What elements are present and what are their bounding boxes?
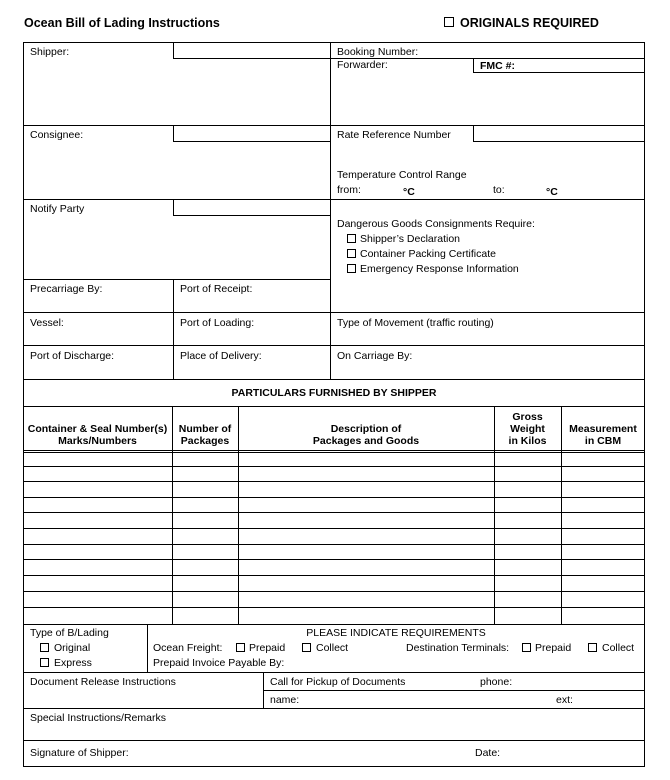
place-of-delivery-label: Place of Delivery: <box>180 350 262 362</box>
divider <box>23 512 645 513</box>
notify-party-field[interactable] <box>173 199 331 216</box>
shippers-declaration-label: Shipper’s Declaration <box>360 233 461 245</box>
signature-label: Signature of Shipper: <box>30 747 129 759</box>
divider <box>23 199 645 200</box>
ocean-freight-collect-checkbox[interactable] <box>302 643 311 652</box>
date-label: Date: <box>475 747 501 759</box>
please-indicate-title: PLEASE INDICATE REQUIREMENTS <box>306 627 486 639</box>
temp-from-label: from: <box>337 184 361 196</box>
ocean-freight-prepaid-label: Prepaid <box>249 642 286 654</box>
divider <box>23 406 645 407</box>
col-header-container-seal: Container & Seal Number(s) Marks/Numbers <box>27 423 168 447</box>
divider <box>263 690 645 691</box>
divider <box>23 481 645 482</box>
divider <box>23 528 645 529</box>
temperature-control-label: Temperature Control Range <box>337 169 467 181</box>
divider <box>23 466 645 467</box>
shipper-label: Shipper: <box>30 46 70 58</box>
temp-to-unit: °C <box>546 186 558 198</box>
divider <box>23 591 645 592</box>
divider <box>23 672 645 673</box>
destination-prepaid-checkbox[interactable] <box>522 643 531 652</box>
fmc-label: FMC #: <box>480 60 515 72</box>
rate-reference-field[interactable] <box>473 125 645 142</box>
notify-party-label: Notify Party <box>30 203 85 215</box>
divider <box>23 544 645 545</box>
ocean-freight-collect-label: Collect <box>316 642 349 654</box>
dangerous-goods-label: Dangerous Goods Consignments Require: <box>337 218 535 230</box>
destination-terminals-label: Destination Terminals: <box>406 642 510 654</box>
ext-label: ext: <box>556 694 573 706</box>
originals-required-checkbox[interactable] <box>444 17 454 27</box>
call-for-pickup-label: Call for Pickup of Documents <box>270 676 406 688</box>
rate-reference-label: Rate Reference Number <box>337 129 451 141</box>
booking-number-label: Booking Number: <box>337 46 419 58</box>
type-of-movement-label: Type of Movement (traffic routing) <box>337 317 494 329</box>
divider <box>23 575 645 576</box>
shippers-declaration-checkbox[interactable] <box>347 234 356 243</box>
container-packing-label: Container Packing Certificate <box>360 248 496 260</box>
col-header-description: Description of Packages and Goods <box>312 423 420 447</box>
divider <box>23 740 645 741</box>
ocean-freight-prepaid-checkbox[interactable] <box>236 643 245 652</box>
on-carriage-label: On Carriage By: <box>337 350 413 362</box>
name-label: name: <box>270 694 300 706</box>
divider <box>173 279 174 379</box>
forwarder-label: Forwarder: <box>337 59 388 71</box>
originals-required-label: ORIGINALS REQUIRED <box>460 16 599 30</box>
shipper-field[interactable] <box>173 42 331 59</box>
consignee-label: Consignee: <box>30 129 84 141</box>
vessel-label: Vessel: <box>30 317 64 329</box>
type-of-bl-label: Type of B/Lading <box>30 627 109 639</box>
consignee-field[interactable] <box>173 125 331 142</box>
divider <box>23 607 645 608</box>
emergency-response-checkbox[interactable] <box>347 264 356 273</box>
col-header-packages: Number of Packages <box>178 423 232 447</box>
divider <box>23 345 645 346</box>
destination-prepaid-label: Prepaid <box>535 642 572 654</box>
divider <box>23 559 645 560</box>
destination-collect-checkbox[interactable] <box>588 643 597 652</box>
document-release-label: Document Release Instructions <box>30 676 176 688</box>
emergency-response-label: Emergency Response Information <box>360 263 519 275</box>
original-checkbox[interactable] <box>40 643 49 652</box>
col-header-gross-weight: Gross Weight in Kilos <box>508 411 547 447</box>
port-of-loading-label: Port of Loading: <box>180 317 255 329</box>
ocean-freight-label: Ocean Freight: <box>153 642 223 654</box>
phone-label: phone: <box>480 676 513 688</box>
divider <box>23 624 645 625</box>
divider <box>23 708 645 709</box>
temp-from-unit: °C <box>403 186 415 198</box>
page-title: Ocean Bill of Lading Instructions <box>24 16 220 30</box>
precarriage-label: Precarriage By: <box>30 283 103 295</box>
divider <box>23 379 645 380</box>
divider <box>23 450 645 451</box>
express-checkbox[interactable] <box>40 658 49 667</box>
special-instructions-label: Special Instructions/Remarks <box>30 712 166 724</box>
col-header-measurement: Measurement in CBM <box>569 423 637 447</box>
divider <box>23 312 645 313</box>
express-label: Express <box>54 657 92 669</box>
container-packing-checkbox[interactable] <box>347 249 356 258</box>
port-of-discharge-label: Port of Discharge: <box>30 350 115 362</box>
original-label: Original <box>54 642 91 654</box>
temp-to-label: to: <box>493 184 505 196</box>
prepaid-invoice-label: Prepaid Invoice Payable By: <box>153 657 285 669</box>
particulars-title: PARTICULARS FURNISHED BY SHIPPER <box>231 387 437 399</box>
divider <box>23 452 645 453</box>
divider <box>23 497 645 498</box>
port-of-receipt-label: Port of Receipt: <box>180 283 253 295</box>
form-frame <box>23 42 645 767</box>
destination-collect-label: Collect <box>602 642 635 654</box>
divider <box>23 279 330 280</box>
